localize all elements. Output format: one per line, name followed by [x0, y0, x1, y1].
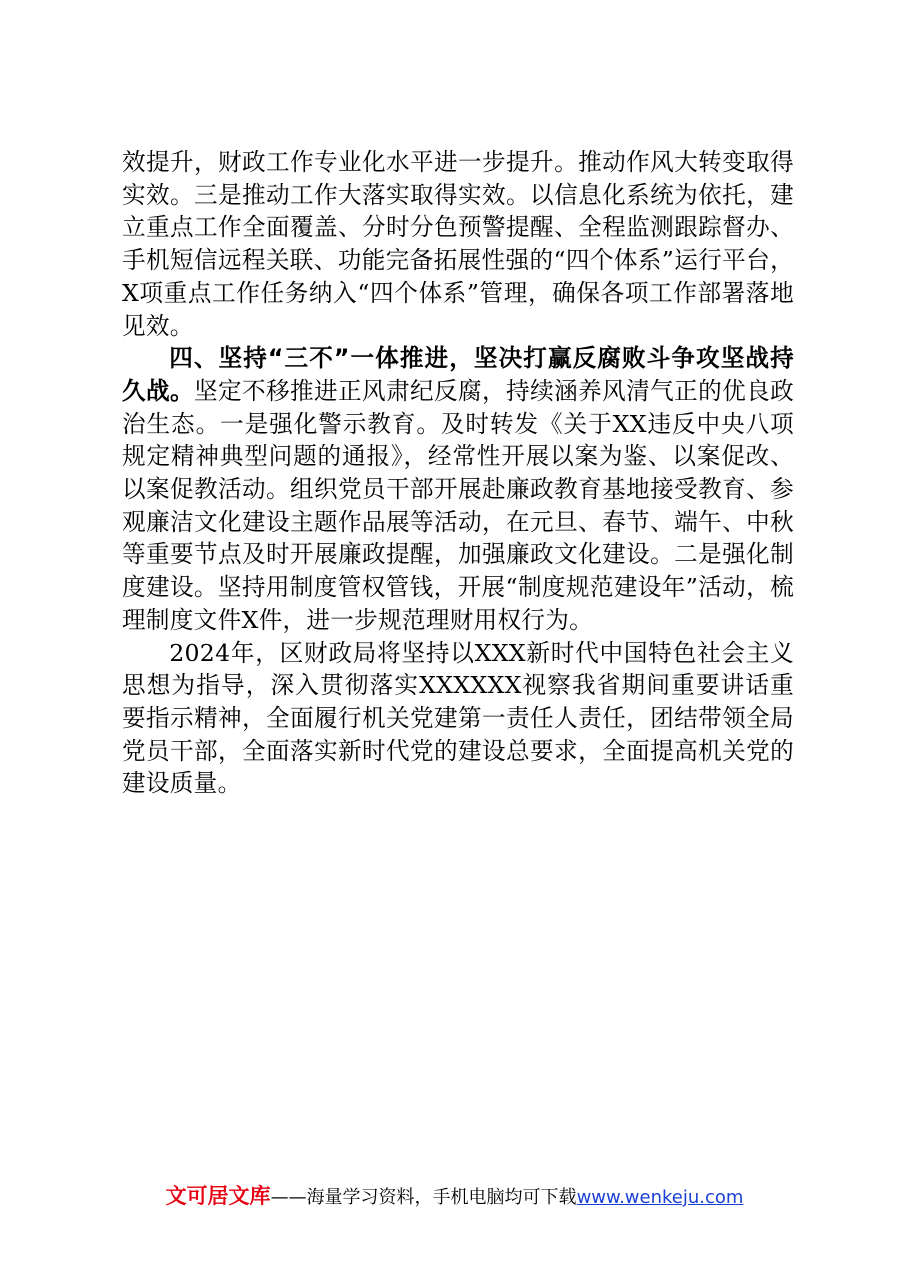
footer-website-link[interactable]: www.wenkeju.com: [576, 1187, 744, 1208]
document-body: [122, 146, 794, 800]
paragraph-1: [122, 146, 794, 342]
paragraph-3: [122, 637, 794, 801]
footer-banner: [0, 1182, 909, 1212]
footer-description: 海量学习资料，手机电脑均可下载: [306, 1187, 577, 1208]
paragraph-1-text: 效提升，财政工作专业化水平进一步提升。推动作风大转变取得实效。三是推动工作大落实取得实效。以信息化系统为依托，建立重点工作全面覆盖、分时分色预警提醒、全程监测跟踪督办、手机短信远程关联、功能完备拓展性强的“四个体系”运行平台，X项重点工作任务纳入“四个体系”管理，确保各项工作部署落地见效。: [122, 148, 794, 340]
section-heading-four: 四、坚持“三不”一体推进，坚决打赢反腐败斗争攻坚战持久战。: [122, 344, 794, 405]
footer-brand: 文可居文库: [165, 1184, 271, 1208]
paragraph-2: [122, 342, 794, 636]
paragraph-3-text: 2024年，区财政局将坚持以XXX新时代中国特色社会主义思想为指导，深入贯彻落实XXXXXX视察我省期间重要讲话重要指示精神，全面履行机关党建第一责任人责任，团结带领全局党员干部，全面落实新时代党的建设总要求，全面提高机关党的建设质量。: [122, 638, 794, 798]
paragraph-2-text: 坚定不移推进正风肃纪反腐，持续涵养风清气正的优良政治生态。一是强化警示教育。及时转发《关于XX违反中央八项规定精神典型问题的通报》，经常性开展以案为鉴、以案促改、以案促教活动。组织党员干部开展赴廉政教育基地接受教育、参观廉洁文化建设主题作品展等活动，在元旦、春节、端午、中秋等重要节点及时开展廉政提醒，加强廉政文化建设。二是强化制度建设。坚持用制度管权管钱，开展“制度规范建设年”活动，梳理制度文件X件，进一步规范理财用权行为。: [122, 376, 794, 634]
footer-dash: ——: [270, 1187, 307, 1208]
